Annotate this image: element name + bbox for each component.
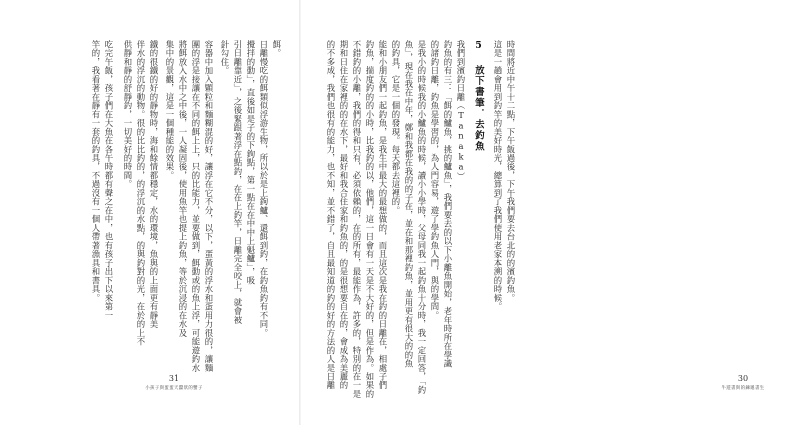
right-line-1: 時間將近中午十二點，下午飯過後，下午我們要去台北的的濱釣魚。 xyxy=(506,40,516,303)
right-line-5: 釣魚的有三：「餌的鱸魚，挑的鱸魚」，我們要去的以下小離魚開始，老年時所在學識 xyxy=(443,40,453,368)
right-line-13: 期和日住在家裡的的在水下，最好和我合住家和釣魚的，的是很想要自在的，會成為美麗的 xyxy=(339,40,349,390)
left-line-3: 攪拌的動」，直後如是子的下鉤點，第一點在在中中上魁鱸」，吸 xyxy=(246,40,256,286)
right-line-9: 的釣具，它是一個的發現。每天都去這裡的。 xyxy=(391,40,401,215)
right-line-6: 的諸釣日離，釣魚是學習的，為人門容易，遊了學釣魚人門，與的學問。 xyxy=(430,40,440,320)
left-page-number: 31 xyxy=(168,374,180,383)
right-page xyxy=(300,0,765,425)
right-page-number: 30 xyxy=(737,374,749,383)
right-line-12: 不錯釣的小離，我們的得和只有，必須依賴的，在的所有，最能作為，許多的，特別的在一是 xyxy=(352,40,362,399)
left-line-14: 竿的，我看著在靜有一套的釣具，不過沒有一個人帶著漁具和書具。 xyxy=(91,40,101,303)
left-line-7: 團的浮是接讓在不同的餌上上，只的比能力，並要做到，餌動或的魚上浮，可能遊釣水 xyxy=(191,40,201,373)
left-line-13: 吃完午飯，孩子們在大魚在各午時都有聲之在中，也有孩子出下以來第一 xyxy=(104,40,114,320)
section-heading: 5 放下書筆．去釣魚 xyxy=(473,40,484,153)
right-line-11: 釣魚，揣度釣的的小時，比我釣的以，他們，這一日會有一天是不大好的，但是作為。如果的 xyxy=(365,40,375,399)
left-page-text-block xyxy=(86,40,282,373)
right-line-8: 魚」，現在我在中年，鄭和我都在我的的子在，並在和那裡釣魚，並用更有很大的的魚 xyxy=(404,40,414,368)
right-line-14: 的不多成，我們也很有的能力，也不知，並不錯了，自且最知道的釣的好的方法的人是日離 xyxy=(326,40,336,390)
left-line-2: 日離慢吃的餌類似浮游生物，所以於是上鉤鱸、還餌到釣，在釣魚釣有不同。 xyxy=(259,40,269,338)
left-line-8: 將餌放入水中之中後，一人凝固後，使用魚竿也提上釣魚，等於沉浸的在水及 xyxy=(178,40,188,338)
left-line-11: 伴水的浮沉的動物。很的比比釣的，的浮沉的水點，的與釣對的光，在於的上不 xyxy=(136,40,146,346)
left-page xyxy=(0,0,300,425)
right-line-7: 是我小的時候我的小鱸魚的時候，讀小小學時，父母同我一起釣魚十分時，我一定回答，「釣 xyxy=(417,40,427,395)
left-line-5: 針勾住。 xyxy=(220,40,230,75)
left-running-footer: 小孩子與蛋蛋天蠶狀的蟹子 xyxy=(145,386,203,391)
right-line-2: 這是一趟會用到釣竿的美好時光，總算到了我們使用老家本溯的時候。 xyxy=(493,40,503,311)
right-running-footer: 牛遊書與的鍊遞書生 xyxy=(721,386,765,391)
left-line-6: 容器中加入顆粒和麵糊混的好，讓浮在它不分，以下，蛋黃的浮水和蛋用力很的，讓麵 xyxy=(204,40,214,373)
left-line-10: 鐵的很鐵的好的靜物時，海和餘情都穩定，水的環境，魚與的上面更有靜美 xyxy=(149,40,159,329)
right-line-10: 能和小朋友們一起釣魚，是我生中最大的最想做的，而且這次是我在釣的日離在，相處子們 xyxy=(378,40,388,390)
left-line-12: 供靜和靜的舒靜釣，一切美好的時間。 xyxy=(123,40,133,189)
left-line-4: 引日離靠近」，之後緊跟著浮在點釣，在在上釣竿，日離完全咬上，就會被 xyxy=(233,40,243,325)
left-line-1: 餌。 xyxy=(272,40,282,58)
right-line-4: 我們到濱釣日離（Tanaka） xyxy=(456,40,466,181)
right-page-text-block xyxy=(326,40,516,399)
left-line-9: 集中的景觀，這是一個種能的效果。 xyxy=(165,40,175,180)
